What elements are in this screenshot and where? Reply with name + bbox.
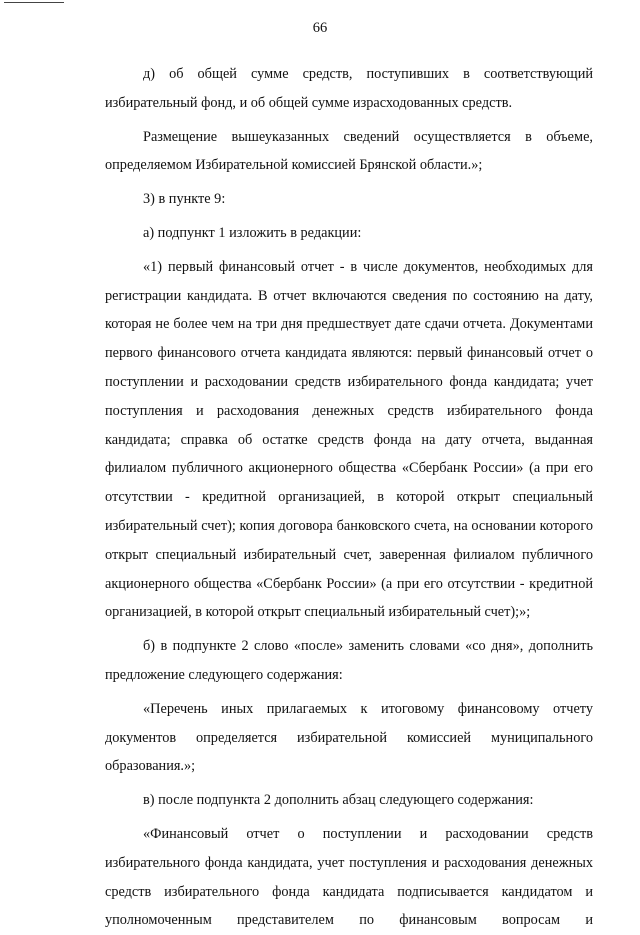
paragraph-subpoint-v: в) после подпункта 2 дополнить абзац следующего содержания: — [143, 792, 534, 809]
paragraph-item-d: д) об общей сумме средств, поступивших в соответствующий избирательный фонд, и об общей сумме израсходованных средств. — [105, 66, 593, 111]
paragraph-documents-list: «Перечень иных прилагаемых к итоговому финансовому отчету документов определяется избирательной комиссией муниципального образования.»; — [105, 700, 593, 775]
paragraph-financial-report-signature: «Финансовый отчет о поступлении и расходовании средств избирательного фонда кандидата, учет поступления и расходования денежных средств избирательного фонда кандидата подписывается кандидатом и уполномоченным представителем по финансовым вопросам и — [105, 825, 593, 929]
paragraph-subpoint-a: а) подпункт 1 изложить в редакции: — [143, 224, 362, 241]
paragraph-subpoint-b: б) в подпункте 2 слово «после» заменить словами «со дня», дополнить предложение следующего содержания: — [105, 638, 593, 683]
paragraph-point-3: 3) в пункте 9: — [143, 191, 226, 208]
paragraph-first-financial-report: «1) первый финансовый отчет - в числе документов, необходимых для регистрации кандидата. В отчет включаются сведения по состоянию на дату, которая не более чем на три дня предшествует дате сдачи отчета. Документами первого финансового отчета кандидата являются: первый финансовый отчет о поступлении и расходовании средств избирательного фонда кандидата; учет поступления и расходования денежных средств избирательного фонда кандидата; справка об остатке средств фонда на дату отчета, выданная филиалом публичного акционерного общества «Сбербанк России» (а при его отсутствии - кредитной организацией, в которой открыт специальный избирательный счет); копия договора банковского счета, на основании которого открыт специальный избирательный счет, заверенная филиалом публичного акционерного общества «Сбербанк России» (а при его отсутствии - кредитной организацией, в которой открыт специальный избирательный счет);»; — [105, 258, 593, 621]
page-number: 66 — [312, 20, 328, 36]
document-body — [105, 60, 593, 935]
top-rule — [4, 2, 64, 3]
paragraph-placement: Размещение вышеуказанных сведений осуществляется в объеме, определяемом Избирательной комиссией Брянской области.»; — [105, 128, 593, 174]
